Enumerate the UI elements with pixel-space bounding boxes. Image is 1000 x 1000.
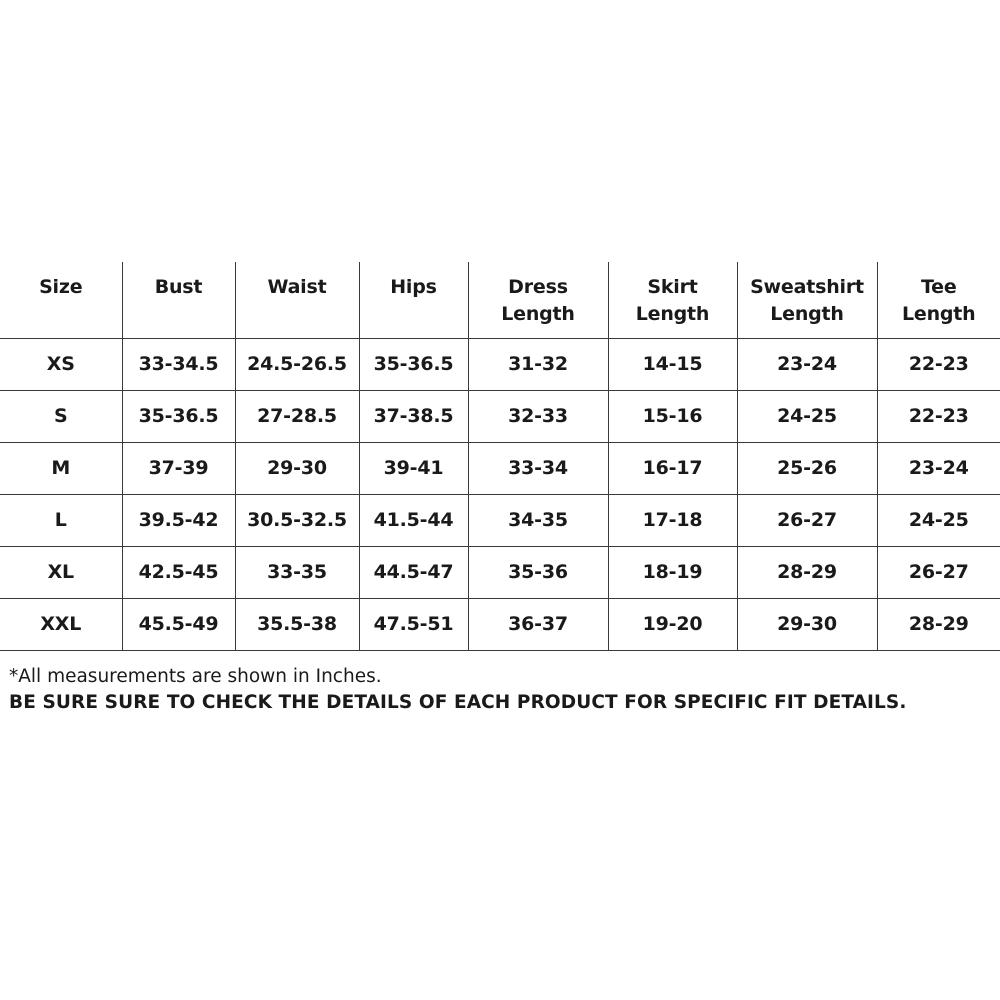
header-size (0, 262, 122, 338)
cell-bust: 33-34.5 (122, 338, 235, 390)
cell-dress-length: 36-37 (468, 598, 608, 650)
cell-sweatshirt-length: 23-24 (737, 338, 877, 390)
cell-bust: 35-36.5 (122, 390, 235, 442)
cell-sweatshirt-length: 29-30 (737, 598, 877, 650)
cell-hips: 47.5-51 (359, 598, 468, 650)
measurement-units-note: *All measurements are shown in Inches. (9, 666, 382, 687)
cell-size: XS (0, 338, 122, 390)
header-tee-length-label: Tee Length (901, 276, 976, 325)
header-skirt-length (608, 262, 737, 338)
fit-details-disclaimer: BE SURE SURE TO CHECK THE DETAILS OF EACH PRODUCT FOR SPECIFIC FIT DETAILS. (9, 692, 907, 713)
cell-sweatshirt-length: 28-29 (737, 546, 877, 598)
table-row (0, 598, 1000, 650)
cell-skirt-length: 19-20 (608, 598, 737, 650)
cell-waist: 27-28.5 (235, 390, 359, 442)
table-row (0, 442, 1000, 494)
cell-dress-length: 31-32 (468, 338, 608, 390)
cell-dress-length: 33-34 (468, 442, 608, 494)
header-sweatshirt-length (737, 262, 877, 338)
cell-waist: 33-35 (235, 546, 359, 598)
header-tee-length (877, 262, 1000, 338)
cell-tee-length: 22-23 (877, 338, 1000, 390)
cell-tee-length: 26-27 (877, 546, 1000, 598)
cell-size: M (0, 442, 122, 494)
cell-skirt-length: 18-19 (608, 546, 737, 598)
cell-hips: 39-41 (359, 442, 468, 494)
cell-hips: 44.5-47 (359, 546, 468, 598)
cell-hips: 41.5-44 (359, 494, 468, 546)
cell-bust: 42.5-45 (122, 546, 235, 598)
header-waist-label: Waist (267, 276, 327, 298)
size-chart-table (0, 262, 1000, 651)
header-dress-length-label: Dress Length (501, 276, 575, 325)
header-hips (359, 262, 468, 338)
table-row (0, 494, 1000, 546)
cell-size: S (0, 390, 122, 442)
cell-skirt-length: 14-15 (608, 338, 737, 390)
header-hips-label: Hips (390, 276, 437, 298)
header-sweatshirt-length-label: Sweatshirt Length (750, 276, 864, 325)
cell-skirt-length: 17-18 (608, 494, 737, 546)
header-dress-length (468, 262, 608, 338)
header-size-label: Size (39, 276, 83, 298)
header-skirt-length-label: Skirt Length (635, 276, 710, 325)
cell-tee-length: 23-24 (877, 442, 1000, 494)
cell-skirt-length: 16-17 (608, 442, 737, 494)
cell-sweatshirt-length: 26-27 (737, 494, 877, 546)
header-waist (235, 262, 359, 338)
cell-skirt-length: 15-16 (608, 390, 737, 442)
cell-size: XXL (0, 598, 122, 650)
table-row (0, 338, 1000, 390)
cell-waist: 35.5-38 (235, 598, 359, 650)
cell-dress-length: 32-33 (468, 390, 608, 442)
cell-hips: 37-38.5 (359, 390, 468, 442)
cell-bust: 45.5-49 (122, 598, 235, 650)
cell-bust: 37-39 (122, 442, 235, 494)
table-row (0, 390, 1000, 442)
cell-sweatshirt-length: 24-25 (737, 390, 877, 442)
cell-size: XL (0, 546, 122, 598)
cell-dress-length: 35-36 (468, 546, 608, 598)
cell-tee-length: 24-25 (877, 494, 1000, 546)
cell-sweatshirt-length: 25-26 (737, 442, 877, 494)
cell-dress-length: 34-35 (468, 494, 608, 546)
cell-tee-length: 22-23 (877, 390, 1000, 442)
table-row (0, 546, 1000, 598)
header-bust (122, 262, 235, 338)
cell-bust: 39.5-42 (122, 494, 235, 546)
cell-waist: 30.5-32.5 (235, 494, 359, 546)
cell-size: L (0, 494, 122, 546)
cell-waist: 24.5-26.5 (235, 338, 359, 390)
cell-hips: 35-36.5 (359, 338, 468, 390)
cell-tee-length: 28-29 (877, 598, 1000, 650)
header-bust-label: Bust (154, 276, 203, 298)
notes-block (9, 664, 906, 716)
cell-waist: 29-30 (235, 442, 359, 494)
header-row (0, 262, 1000, 338)
